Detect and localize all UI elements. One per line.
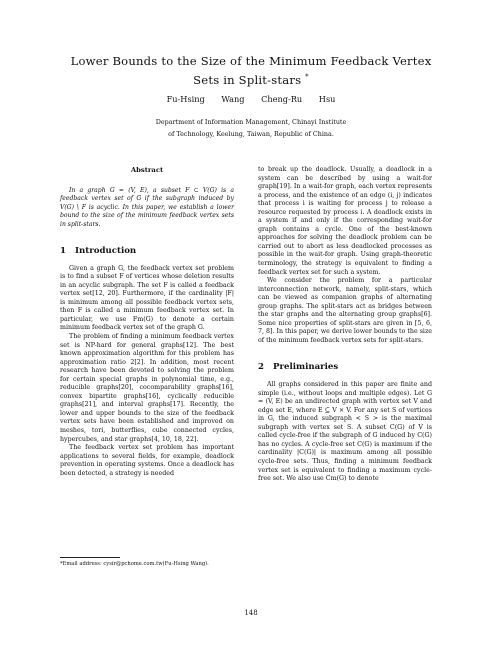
abstract-heading: Abstract bbox=[130, 166, 164, 174]
prelim-paragraph-1: All graphs considered in this paper are finite and simple (i.e., without loops and multiple edges). Let G = (V, E) be an undirected graph with vertex set V and edge set E, where E ⊆ V × V. For any set S of vertices in G, the induced subgraph < S > is the maximal subgraph with vertex set S. A subset C(G) of V is called cycle-free if the subgraph of G induced by C(G) has no cycles. A cycle-free set C(G) is maximum if the cardinality |C(G)| is maximum among all possible cycle-free sets. Thus, finding a minimum feedback vertex set is equivalent to finding a maximum cycle-free set. We also use Cm(G) to denote bbox=[258, 381, 432, 483]
title-line-1: Lower Bounds to the Size of the Minimum Feedback Vertex bbox=[70, 54, 432, 68]
affiliation-line-2: of Technology, Keelung, Taiwan, Republic of China. bbox=[168, 130, 334, 138]
footnote: *Email address: cysir@pchome.com.tw(Fu-Hsing Wang). bbox=[60, 561, 209, 567]
title-line-2 bbox=[40, 70, 462, 88]
section-1-heading bbox=[60, 247, 234, 256]
intro-paragraph-3: The feedback vertex set problem has important applications to several fields, for example, deadlock prevention in operating systems. Once a deadlock has been detected, a strategy is needed bbox=[60, 444, 234, 477]
right-paragraph-1: to break up the deadlock. Usually, a deadlock in a system can be described by using a wait-for graph[19]. In a wait-for graph, each vertex represents a process, and the existence of an edge (i, j) indicates that process i is waiting for process j to release a resource requested by process i. A deadlock exists in a system if and only if the corresponding wait-for graph contains a cycle. One of the best-known approaches for solving the deadlock problem can be carried out to abort as less deadlocked processes as possible in the wait-for graph. Using graph-theoretic terminology, the strategy is equivalent to finding a feedback vertex set for such a system. bbox=[258, 166, 432, 276]
author-list bbox=[40, 94, 462, 104]
section-2-heading bbox=[258, 363, 432, 372]
page-number: 148 bbox=[244, 609, 258, 617]
paper-title bbox=[40, 54, 462, 88]
affiliation bbox=[40, 116, 462, 140]
section-1-number: 1 bbox=[60, 246, 66, 257]
section-1-title: Introduction bbox=[74, 246, 137, 257]
title-footnote-mark: * bbox=[305, 72, 309, 81]
abstract-text: In a graph G = (V, E), a subset F ⊂ V(G) is a feedback vertex set of G if the subgraph induced by V(G) \ F is acyclic. In this paper, we establish a lower bound to the size of the minimum feedback vertex sets in split-stars. bbox=[60, 186, 234, 228]
title-line-2-text: Sets in Split-stars bbox=[193, 72, 302, 87]
section-2-number: 2 bbox=[258, 362, 264, 373]
left-column bbox=[60, 166, 234, 478]
author-1: Fu-Hsing Wang bbox=[166, 94, 245, 104]
author-2: Cheng-Ru Hsu bbox=[261, 94, 336, 104]
intro-paragraph-1: Given a graph G, the feedback vertex set problem is to find a subset F of vertices whose deletion results in an acyclic subgraph. The set F is called a feedback vertex set[12, 20]. Furthermore, if the cardinality |F| is minimum among all possible feedback vertex sets, then F is called a minimum feedback vertex set. In particular, we use Fm(G) to denote a certain minimum feedback vertex set of the graph G. bbox=[60, 264, 234, 332]
right-column bbox=[258, 166, 432, 484]
right-paragraph-2: We consider the problem for a particular interconnection network, namely, split-stars, which can be viewed as companion graphs of alternating group graphs. The split-stars act as bridges between the star graphs and the alternating group graphs[6]. Some nice properties of split-stars are given in [5, 6, 7, 8]. In this paper, we derive lower bounds to the size of the minimum feedback vertex sets for split-stars. bbox=[258, 277, 432, 344]
intro-paragraph-2: The problem of finding a minimum feedback vertex set is NP-hard for general graphs[12]. The best known approximation algorithm for this problem has approximation ratio 2[2]. In addition, most recent research have been devoted to solving the problem for certain special graphs in polynomial time, e.g., reducible graphs[20], cocomparability graphs[16], convex bipartite graphs[16], cyclically reducible graphs[21], and interval graphs[17]. Recently, the lower and upper bounds to the size of the feedback vertex sets have been established and improved on meshes, tori, butterflies, cube connected cycles, hypercubes, and star graphs[4, 10, 18, 22]. bbox=[60, 332, 234, 443]
section-2-title: Preliminaries bbox=[272, 362, 339, 373]
affiliation-line-1: Department of Information Management, Chinayi Institute bbox=[155, 118, 347, 126]
footnote-rule bbox=[60, 557, 120, 558]
